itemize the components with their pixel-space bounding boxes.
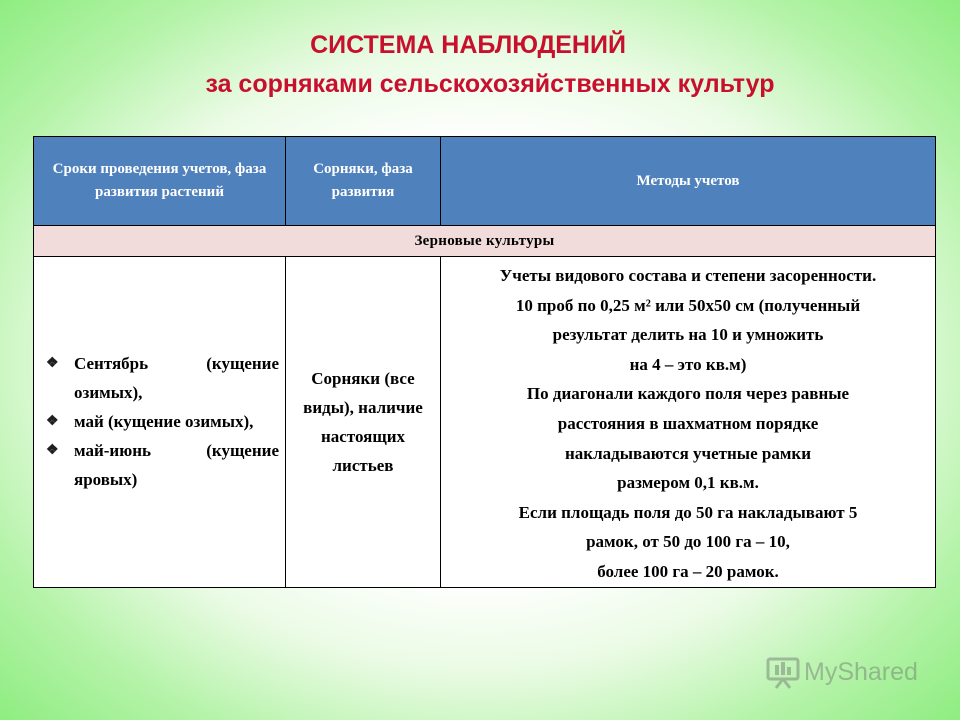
methods-line: Если площадь поля до 50 га накладывают 5 bbox=[518, 502, 858, 522]
period-text: Сентябрь (кущение озимых), bbox=[74, 354, 279, 403]
section-row bbox=[34, 226, 936, 257]
methods-line: более 100 га – 20 рамок. bbox=[597, 561, 779, 581]
period-text: май (кущение озимых), bbox=[74, 412, 254, 432]
table-row bbox=[34, 257, 936, 588]
section-label: Зерновые культуры bbox=[34, 226, 936, 257]
observation-table bbox=[33, 136, 936, 588]
methods-line: Учеты видового состава и степени засоренности. bbox=[499, 266, 877, 285]
slide-title: СИСТЕМА НАБЛЮДЕНИЙ bbox=[310, 31, 626, 59]
header-weeds: Сорняки, фаза развития bbox=[286, 137, 441, 226]
diamond-bullet-icon: ❖ bbox=[46, 414, 59, 430]
methods-line: результат делить на 10 и умножить bbox=[552, 325, 824, 345]
myshared-watermark bbox=[766, 652, 926, 692]
period-text: май-июнь (кущение яровых) bbox=[74, 441, 279, 490]
diamond-bullet-icon: ❖ bbox=[46, 356, 59, 372]
methods-line: расстояния в шахматном порядке bbox=[557, 413, 819, 433]
methods-line: рамок, от 50 до 100 га – 10, bbox=[586, 532, 790, 552]
methods-line: на 4 – это кв.м) bbox=[629, 354, 747, 374]
header-methods: Методы учетов bbox=[441, 137, 936, 226]
weeds-cell: Сорняки (все виды), наличие настоящих листьев bbox=[286, 257, 441, 588]
presentation-board-icon bbox=[766, 652, 926, 692]
methods-line: По диагонали каждого поля через равные bbox=[526, 384, 850, 404]
slide-subtitle: за сорняками сельскохозяйственных культур bbox=[205, 70, 775, 98]
watermark-text: MyShared bbox=[804, 658, 918, 686]
methods-line: 10 проб по 0,25 м² или 50х50 см (полученный bbox=[515, 295, 861, 315]
header-row bbox=[34, 137, 936, 226]
period-list bbox=[46, 349, 279, 494]
methods-cell bbox=[441, 257, 936, 588]
methods-line: накладываются учетные рамки bbox=[565, 443, 811, 463]
list-item bbox=[46, 436, 279, 494]
methods-line: размером 0,1 кв.м. bbox=[617, 473, 759, 493]
period-cell bbox=[34, 257, 286, 588]
list-item bbox=[46, 349, 279, 407]
header-period: Сроки проведения учетов, фаза развития растений bbox=[34, 137, 286, 226]
diamond-bullet-icon: ❖ bbox=[46, 443, 59, 459]
list-item bbox=[46, 407, 279, 436]
